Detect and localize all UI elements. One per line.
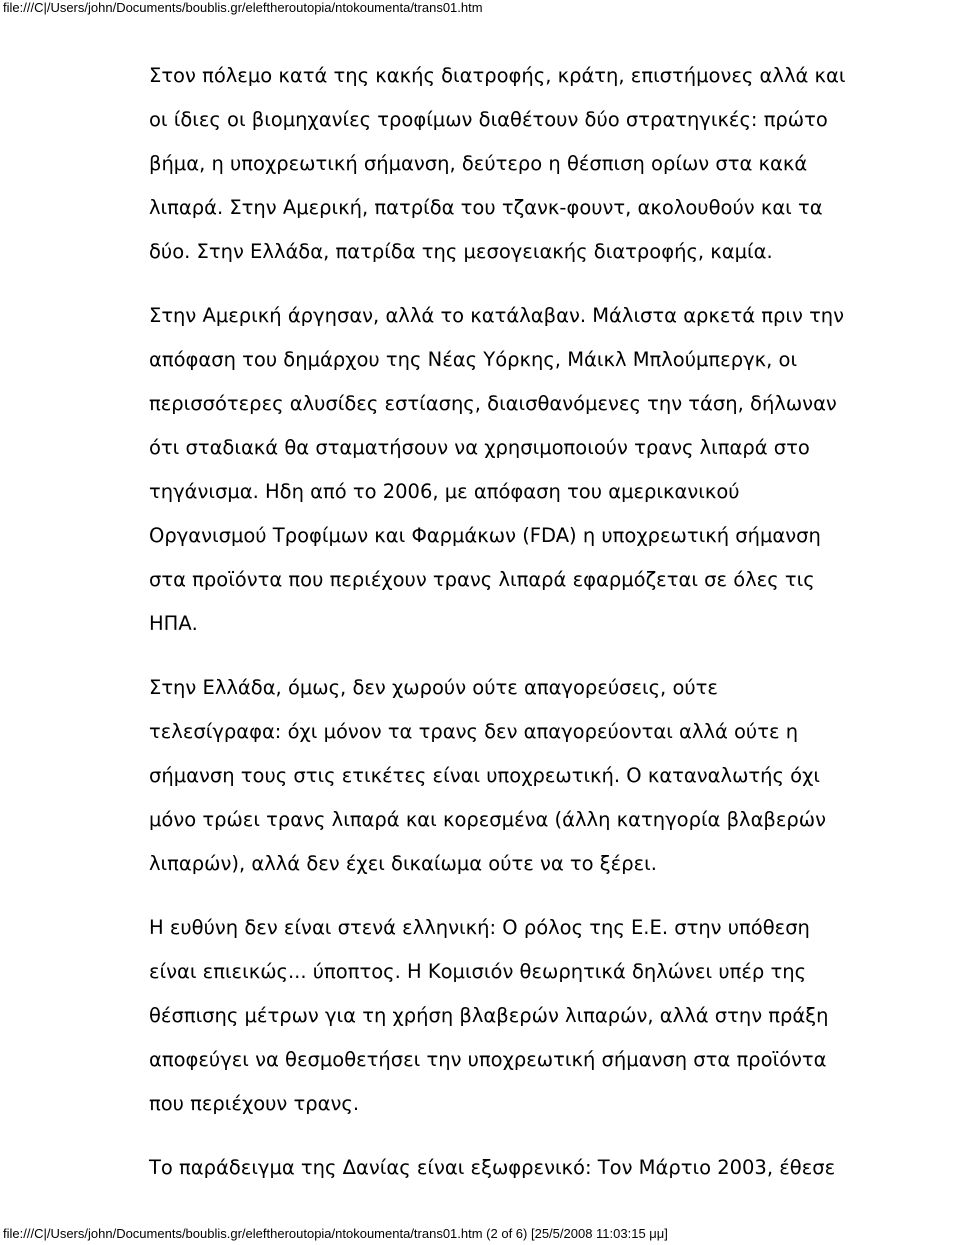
paragraph-line: οι ίδιες οι βιομηχανίες τροφίμων διαθέτουν δύο στρατηγικές: πρώτο [149,108,828,131]
paragraph-line: τελεσίγραφα: όχι μόνον τα τρανς δεν απαγορεύονται αλλά ούτε η [149,720,799,743]
paragraph-line: Το παράδειγμα της Δανίας είναι εξωφρενικό: Τον Μάρτιο 2003, έθεσε [149,1156,836,1179]
paragraph-line: περισσότερες αλυσίδες εστίασης, διαισθανόμενες την τάση, δήλωναν [149,392,837,415]
paragraph-line: λιπαρών), αλλά δεν έχει δικαίωμα ούτε να το ξέρει. [149,852,657,875]
paragraph-line: δύο. Στην Ελλάδα, πατρίδα της μεσογειακής διατροφής, καμία. [149,240,773,263]
page-footer: file:///C|/Users/john/Documents/boublis.gr/eleftheroutopia/ntokoumenta/trans01.htm (2 of 6) [25/5/2008 11:03:15 μμ] [3,1226,668,1241]
paragraph-line: λιπαρά. Στην Αμερική, πατρίδα του τζανκ-φουντ, ακολουθούν και τα [149,196,823,219]
paragraph-line: στα προϊόντα που περιέχουν τρανς λιπαρά εφαρμόζεται σε όλες τις [149,568,815,591]
paragraph-line: αποφεύγει να θεσμοθετήσει την υποχρεωτική σήμανση στα προϊόντα [149,1048,827,1071]
paragraph-line: Οργανισμού Τροφίμων και Φαρμάκων (FDA) η υποχρεωτική σήμανση [149,524,821,547]
paragraph-line: Στην Ελλάδα, όμως, δεν χωρούν ούτε απαγορεύσεις, ούτε [149,676,718,699]
paragraph-line: βήμα, η υποχρεωτική σήμανση, δεύτερο η θέσπιση ορίων στα κακά [149,152,808,175]
paragraph-line: είναι επιεικώς... ύποπτος. Η Κομισιόν θεωρητικά δηλώνει υπέρ της [149,960,807,983]
paragraph-line: απόφαση του δημάρχου της Νέας Υόρκης, Μάικλ Μπλούμπεργκ, οι [149,348,798,371]
paragraph-line: θέσπισης μέτρων για τη χρήση βλαβερών λιπαρών, αλλά στην πράξη [149,1004,829,1027]
paragraph-line: που περιέχουν τρανς. [149,1092,360,1115]
paragraph-line: Η ευθύνη δεν είναι στενά ελληνική: Ο ρόλος της Ε.Ε. στην υπόθεση [149,916,810,939]
paragraph-line: ότι σταδιακά θα σταματήσουν να χρησιμοποιούν τρανς λιπαρά στο [149,436,810,459]
paragraph-line: τηγάνισμα. Ηδη από το 2006, με απόφαση του αμερικανικού [149,480,740,503]
paragraph-line: Στον πόλεμο κατά της κακής διατροφής, κράτη, επιστήμονες αλλά και [149,64,846,87]
paragraph-line: Στην Αμερική άργησαν, αλλά το κατάλαβαν. Μάλιστα αρκετά πριν την [149,304,845,327]
page-header-url: file:///C|/Users/john/Documents/boublis.gr/eleftheroutopia/ntokoumenta/trans01.htm [3,0,483,15]
paragraph-line: σήμανση τους στις ετικέτες είναι υποχρεωτική. Ο καταναλωτής όχι [149,764,820,787]
paragraph-line: μόνο τρώει τρανς λιπαρά και κορεσμένα (άλλη κατηγορία βλαβερών [149,808,827,831]
paragraph-line: ΗΠΑ. [149,612,198,635]
